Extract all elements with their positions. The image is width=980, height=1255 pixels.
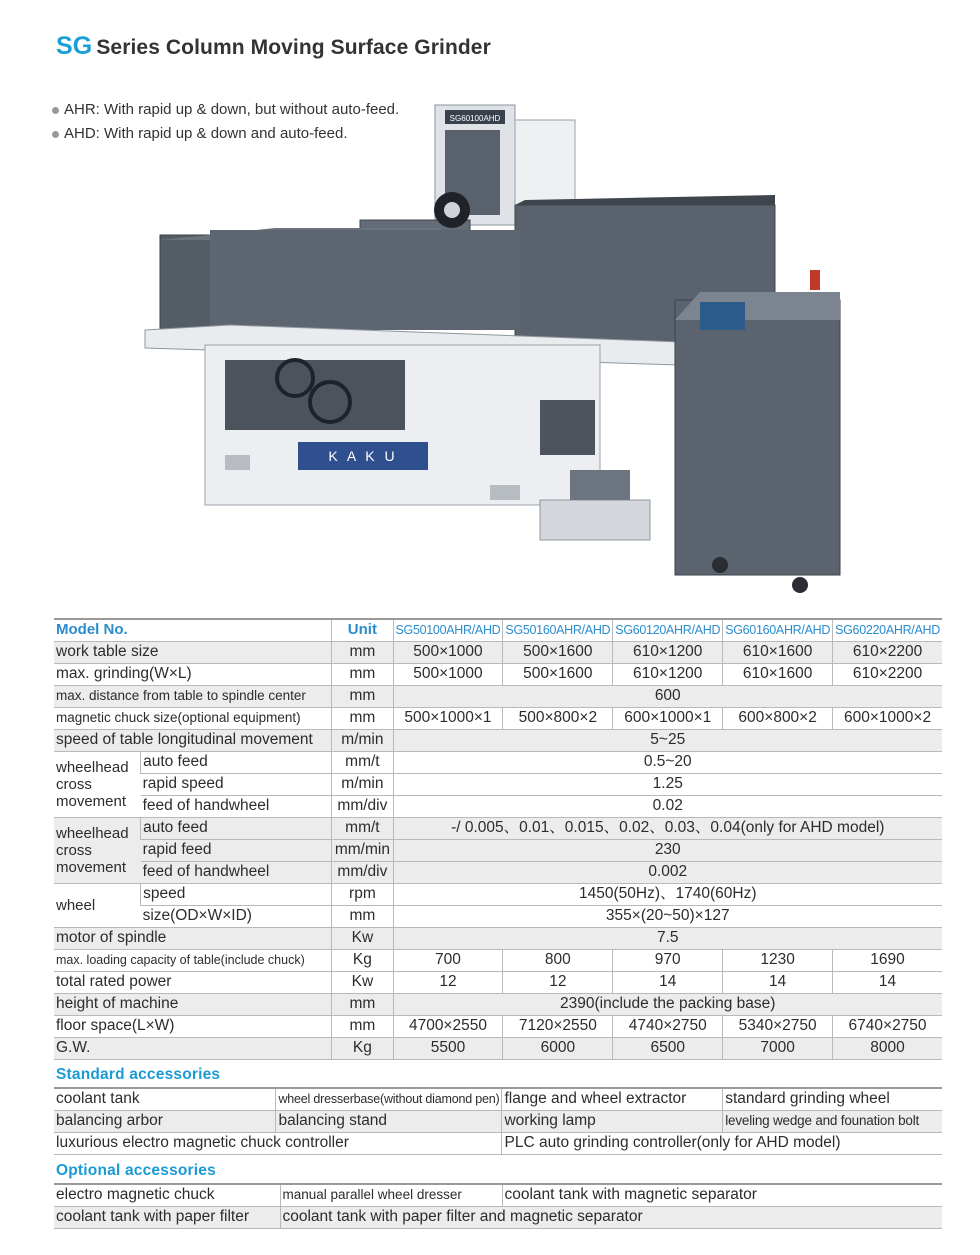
table-row: work table size mm 500×1000 500×1600 610×1200 610×1600 610×2200: [54, 641, 942, 663]
machine-brand: K A K U: [328, 448, 398, 464]
page-title: [56, 32, 491, 61]
group-label: wheelhead cross movement: [54, 751, 141, 817]
model-1: SG50100AHR/AHD: [393, 619, 503, 641]
standard-accessories-table: [54, 1087, 942, 1155]
group-label: wheelhead cross movement: [54, 817, 141, 883]
table-row: total rated power Kw 12 12 14 14 14: [54, 971, 942, 993]
optional-accessories-title: Optional accessories: [56, 1162, 216, 1179]
table-row: rapid speed m/min 1.25: [54, 773, 942, 795]
table-row: electro magnetic chuck manual parallel wheel dresser coolant tank with magnetic separator: [54, 1184, 942, 1206]
note-ahd: AHD: With rapid up & down and auto-feed.: [52, 122, 399, 146]
note-ahr: AHR: With rapid up & down, but without auto-feed.: [52, 98, 399, 122]
table-row: wheelhead cross movement auto feed mm/t -/ 0.005、0.01、0.015、0.02、0.03、0.04(only for AHD model): [54, 817, 942, 839]
table-row: size(OD×W×ID) mm 355×(20~50)×127: [54, 905, 942, 927]
table-row: G.W. Kg 5500 6000 6500 7000 8000: [54, 1037, 942, 1059]
table-row: magnetic chuck size(optional equipment) mm 500×1000×1 500×800×2 600×1000×1 600×800×2 600×1000×2: [54, 707, 942, 729]
table-row: floor space(L×W) mm 4700×2550 7120×2550 4740×2750 5340×2750 6740×2750: [54, 1015, 942, 1037]
standard-accessories-title: Standard accessories: [56, 1066, 221, 1083]
model-3: SG60120AHR/AHD: [613, 619, 723, 641]
optional-accessories-table: [54, 1183, 942, 1229]
table-row: max. distance from table to spindle center mm 600: [54, 685, 942, 707]
table-row: height of machine mm 2390(include the packing base): [54, 993, 942, 1015]
table-row: coolant tank wheel dresserbase(without diamond pen) flange and wheel extractor standard grinding wheel: [54, 1088, 942, 1110]
table-row: feed of handwheel mm/div 0.02: [54, 795, 942, 817]
table-row: motor of spindle Kw 7.5: [54, 927, 942, 949]
table-row: rapid feed mm/min 230: [54, 839, 942, 861]
table-row: wheelhead cross movement auto feed mm/t 0.5~20: [54, 751, 942, 773]
spec-table: [54, 618, 942, 1060]
model-4: SG60160AHR/AHD: [723, 619, 833, 641]
spec-header-row: [54, 619, 942, 641]
group-label: wheel: [54, 883, 141, 927]
title-prefix: SG: [56, 32, 93, 60]
model-2: SG50160AHR/AHD: [503, 619, 613, 641]
machine-plate: SG60100AHD: [449, 114, 501, 123]
surface-grinder-image: [140, 80, 860, 605]
table-row: wheel speed rpm 1450(50Hz)、1740(60Hz): [54, 883, 942, 905]
bullet-icon: [52, 107, 59, 114]
table-row: coolant tank with paper filter coolant tank with paper filter and magnetic separator: [54, 1206, 942, 1228]
bullet-icon: [52, 131, 59, 138]
table-row: speed of table longitudinal movement m/min 5~25: [54, 729, 942, 751]
table-row: feed of handwheel mm/div 0.002: [54, 861, 942, 883]
table-row: luxurious electro magnetic chuck controller PLC auto grinding controller(only for AHD model): [54, 1132, 942, 1154]
model-5: SG60220AHR/AHD: [833, 619, 942, 641]
model-no-label: Model No.: [54, 619, 332, 641]
table-row: max. loading capacity of table(include chuck) Kg 700 800 970 1230 1690: [54, 949, 942, 971]
table-row: max. grinding(W×L) mm 500×1000 500×1600 610×1200 610×1600 610×2200: [54, 663, 942, 685]
table-row: balancing arbor balancing stand working lamp leveling wedge and founation bolt: [54, 1110, 942, 1132]
unit-label: Unit: [332, 619, 393, 641]
title-rest: Series Column Moving Surface Grinder: [96, 36, 491, 59]
